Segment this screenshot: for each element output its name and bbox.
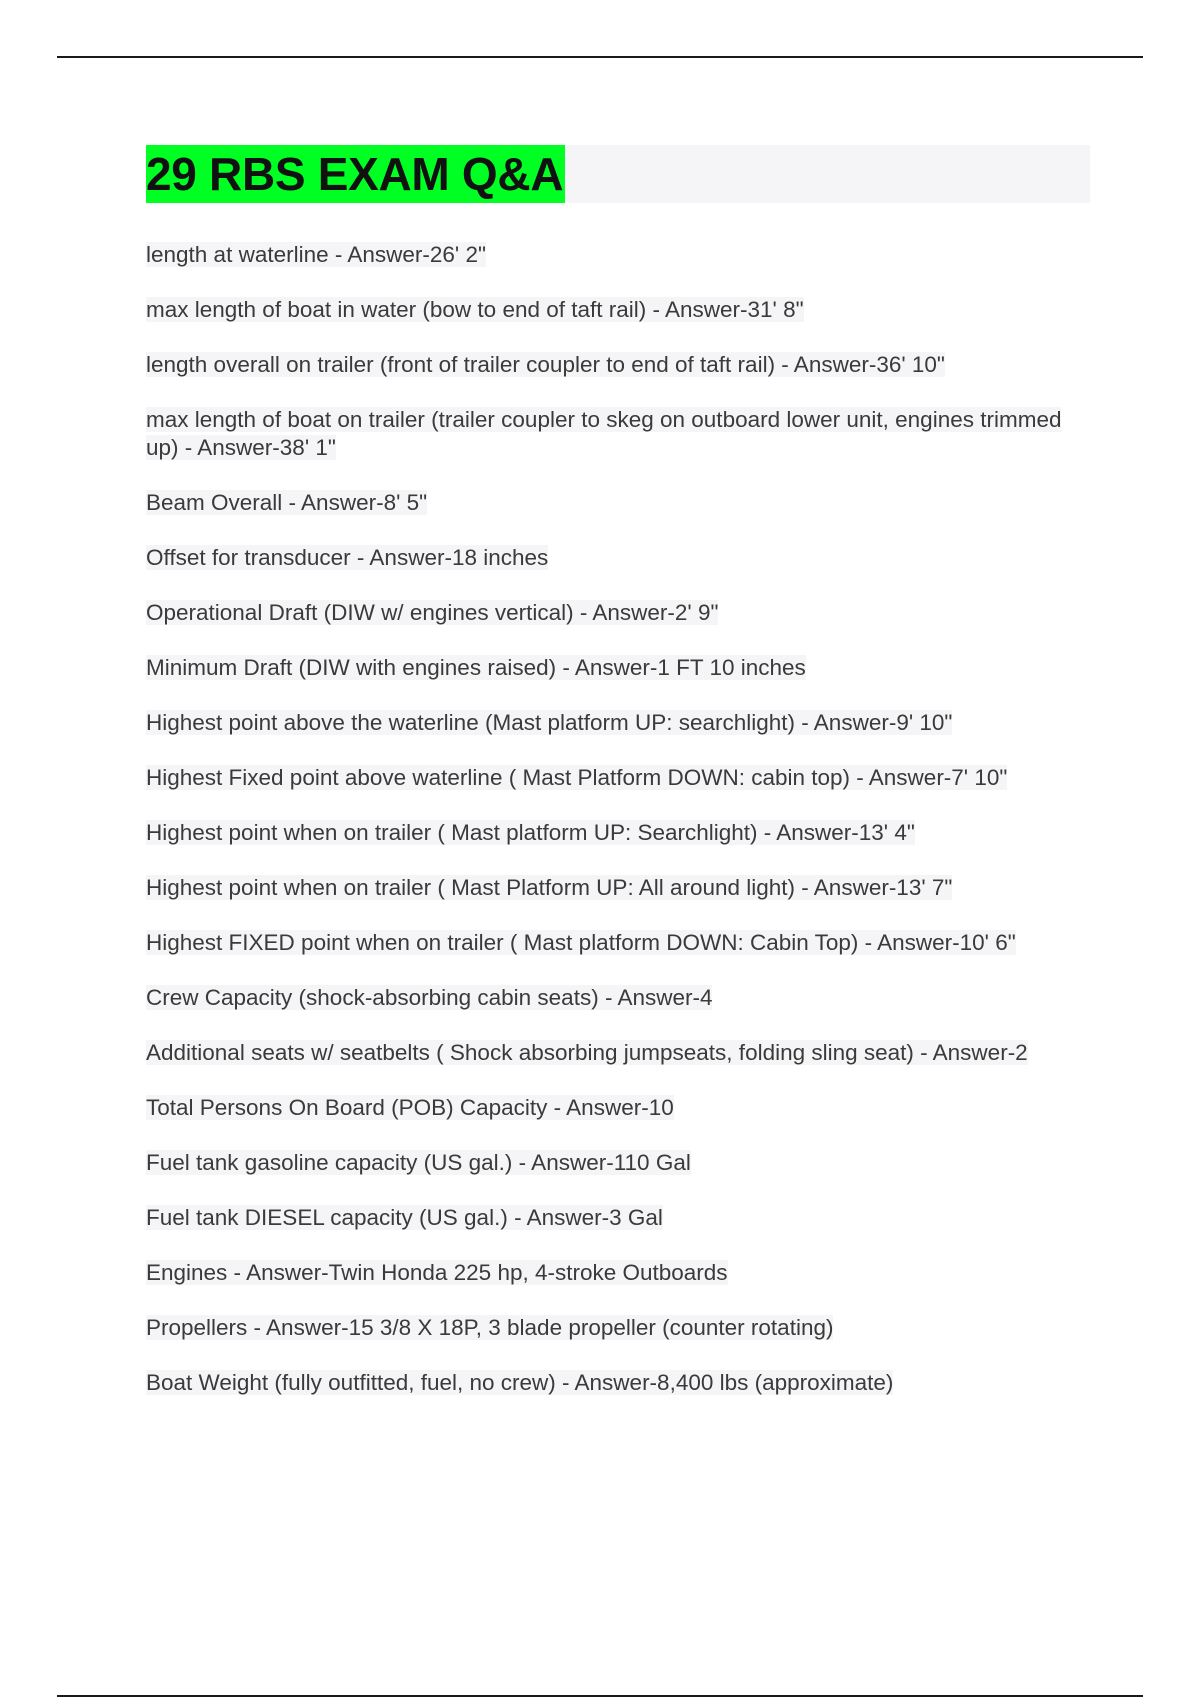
- qa-text: Operational Draft (DIW w/ engines vertical) - Answer-2' 9": [146, 600, 719, 625]
- qa-list: [146, 241, 1090, 1397]
- qa-text: length at waterline - Answer-26' 2": [146, 242, 486, 267]
- qa-text: Fuel tank gasoline capacity (US gal.) - Answer-110 Gal: [146, 1150, 691, 1175]
- qa-text: Engines - Answer-Twin Honda 225 hp, 4-stroke Outboards: [146, 1260, 728, 1285]
- header-rule: [57, 56, 1143, 58]
- qa-item: [146, 764, 1090, 792]
- qa-text: Minimum Draft (DIW with engines raised) - Answer-1 FT 10 inches: [146, 655, 806, 680]
- qa-item: [146, 544, 1090, 572]
- qa-text: Additional seats w/ seatbelts ( Shock absorbing jumpseats, folding sling seat) - Answer-2: [146, 1040, 1028, 1065]
- qa-text: max length of boat in water (bow to end of taft rail) - Answer-31' 8": [146, 297, 804, 322]
- qa-item: [146, 819, 1090, 847]
- qa-text: length overall on trailer (front of trailer coupler to end of taft rail) - Answer-36' 10": [146, 352, 945, 377]
- qa-text: Propellers - Answer-15 3/8 X 18P, 3 blade propeller (counter rotating): [146, 1315, 834, 1340]
- qa-text: Highest point when on trailer ( Mast Platform UP: All around light) - Answer-13' 7": [146, 875, 953, 900]
- qa-item: [146, 874, 1090, 902]
- qa-text: Crew Capacity (shock-absorbing cabin seats) - Answer-4: [146, 985, 713, 1010]
- qa-item: [146, 1259, 1090, 1287]
- document-body: [146, 145, 1090, 1424]
- qa-item: [146, 984, 1090, 1012]
- qa-text: Highest point when on trailer ( Mast platform UP: Searchlight) - Answer-13' 4": [146, 820, 915, 845]
- qa-text: Highest FIXED point when on trailer ( Mast platform DOWN: Cabin Top) - Answer-10' 6": [146, 930, 1016, 955]
- qa-text: Fuel tank DIESEL capacity (US gal.) - Answer-3 Gal: [146, 1205, 663, 1230]
- qa-item: [146, 599, 1090, 627]
- document-title: 29 RBS EXAM Q&A: [146, 145, 565, 203]
- qa-item: [146, 929, 1090, 957]
- qa-text: Highest point above the waterline (Mast platform UP: searchlight) - Answer-9' 10": [146, 710, 953, 735]
- qa-item: [146, 406, 1090, 462]
- qa-item: [146, 296, 1090, 324]
- qa-text: Beam Overall - Answer-8' 5": [146, 490, 428, 515]
- qa-item: [146, 654, 1090, 682]
- qa-item: [146, 1149, 1090, 1177]
- qa-text: Highest Fixed point above waterline ( Mast Platform DOWN: cabin top) - Answer-7' 10": [146, 765, 1008, 790]
- qa-item: [146, 1204, 1090, 1232]
- qa-item: [146, 709, 1090, 737]
- qa-item: [146, 1314, 1090, 1342]
- qa-item: [146, 489, 1090, 517]
- qa-text: max length of boat on trailer (trailer coupler to skeg on outboard lower unit, engines trimmed up) - Answer-38' 1": [146, 407, 1062, 460]
- qa-item: [146, 241, 1090, 269]
- qa-item: [146, 1369, 1090, 1397]
- footer-rule: [57, 1695, 1143, 1697]
- qa-text: Boat Weight (fully outfitted, fuel, no crew) - Answer-8,400 lbs (approximate): [146, 1370, 894, 1395]
- qa-item: [146, 1094, 1090, 1122]
- qa-item: [146, 351, 1090, 379]
- qa-item: [146, 1039, 1090, 1067]
- qa-text: Offset for transducer - Answer-18 inches: [146, 545, 549, 570]
- qa-text: Total Persons On Board (POB) Capacity - Answer-10: [146, 1095, 674, 1120]
- title-band: [146, 145, 1090, 203]
